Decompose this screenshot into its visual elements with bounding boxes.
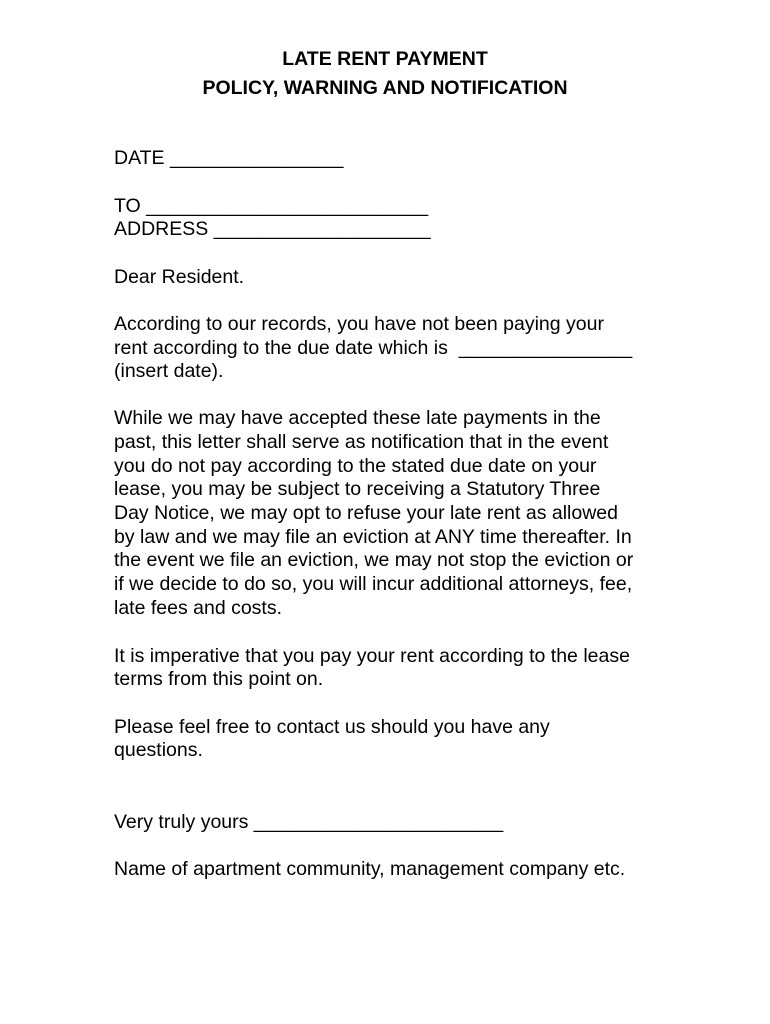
paragraph-1-line: rent according to the due date which is ________________: [114, 337, 633, 359]
paragraph-2-line: past, this letter shall serve as notification that in the event: [114, 431, 609, 453]
closing-signature-line: Very truly yours _______________________: [114, 811, 504, 833]
date-field: DATE ________________: [114, 147, 344, 169]
title-line-1: LATE RENT PAYMENT: [282, 48, 488, 70]
paragraph-2-line: While we may have accepted these late payments in the: [114, 407, 601, 429]
paragraph-1-line: (insert date).: [114, 360, 224, 382]
paragraph-1-line: According to our records, you have not been paying your: [114, 313, 604, 335]
paragraph-2-line: if we decide to do so, you will incur additional attorneys, fee,: [114, 573, 633, 595]
paragraph-4-line: questions.: [114, 739, 203, 761]
paragraph-2-line: you do not pay according to the stated due date on your: [114, 455, 597, 477]
salutation: Dear Resident.: [114, 266, 245, 288]
paragraph-3-line: It is imperative that you pay your rent according to the lease: [114, 645, 630, 667]
address-field: ADDRESS ____________________: [114, 218, 431, 240]
paragraph-2-line: the event we file an eviction, we may not stop the eviction or: [114, 549, 634, 571]
title-line-2: POLICY, WARNING AND NOTIFICATION: [202, 77, 568, 99]
paragraph-2-line: lease, you may be subject to receiving a Statutory Three: [114, 478, 601, 500]
paragraph-2-line: late fees and costs.: [114, 597, 283, 619]
paragraph-2-line: Day Notice, we may opt to refuse your late rent as allowed: [114, 502, 618, 524]
signature-name: Name of apartment community, management company etc.: [114, 858, 626, 880]
paragraph-3-line: terms from this point on.: [114, 668, 324, 690]
paragraph-2-line: by law and we may file an eviction at ANY time thereafter. In: [114, 526, 632, 548]
to-field: TO __________________________: [114, 195, 429, 217]
paragraph-4-line: Please feel free to contact us should you have any: [114, 716, 550, 738]
